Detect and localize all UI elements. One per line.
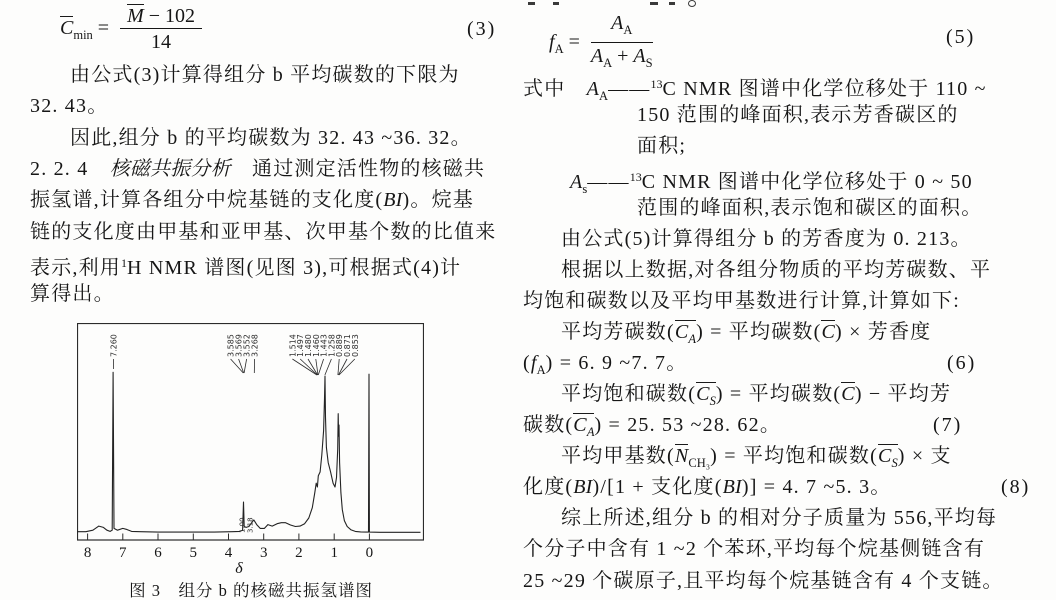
- text-line: 平均甲基数$(N_{CH_3})$ = 平均饱和碳数$(C_S)$ × 支: [561, 445, 952, 471]
- peak-shift-label: 0.889: [335, 334, 345, 357]
- figure-3-nmr-spectrum: [77, 323, 425, 580]
- text-line: 由公式(5)计算得组分 b 的芳香度为 0. 213。: [561, 227, 972, 250]
- nmr-spectrum-plot: [77, 323, 424, 575]
- formula-5-lhs: $f_A$: [549, 31, 564, 56]
- integration-label: 3.18: [246, 517, 255, 533]
- peak-shift-label: 1.514: [288, 334, 298, 357]
- peak-shift-label: 0.871: [343, 334, 352, 357]
- text-line: 2. 2. 4 核磁共振分析 通过测定活性物的核磁共: [30, 157, 486, 180]
- peak-shift-label: 3.552: [242, 334, 252, 357]
- text-line: 150 范围的峰面积,表示芳香碳区的: [637, 103, 959, 126]
- peak-shift-label: 1.443: [319, 334, 329, 357]
- peak-shift-label: 7.260: [109, 334, 119, 357]
- svg-text:0: 0: [365, 545, 374, 561]
- svg-text:5: 5: [189, 545, 198, 561]
- text-line: 个分子中含有 1 ~2 个苯环,平均每个烷基侧链含有: [523, 538, 986, 561]
- equation-number: (6): [947, 352, 977, 374]
- text-line: 均饱和碳数以及平均甲基数进行计算,计算如下:: [523, 289, 960, 312]
- figure-caption: 图 3 组分 b 的核磁共振氢谱图: [129, 581, 373, 600]
- svg-text:1: 1: [330, 545, 338, 561]
- peak-shift-label: 1.460: [311, 334, 321, 357]
- text-line: 碳数$(C_A) = 25$. 53 ~28. 62。 (7): [523, 414, 963, 440]
- equation-number: (7): [933, 414, 963, 437]
- text-line: 由公式(3)计算得组分 b 平均碳数的下限为: [70, 64, 460, 86]
- svg-text:3: 3: [259, 545, 268, 561]
- text-line: 因此,组分 b 的平均碳数为 32. 43 ~36. 32。: [70, 126, 472, 149]
- svg-text:4: 4: [224, 545, 233, 561]
- peak-shift-label: 0.853: [350, 334, 360, 357]
- text-line: 根据以上数据,对各组分物质的平均芳碳数、平: [561, 258, 992, 281]
- text-line: 表示,利用$^1$H NMR 谱图(见图 3),可根据式(4)计: [30, 255, 462, 279]
- fraction: $\frac{A_A}{A_A + A_S}$: [590, 12, 653, 70]
- text-line: 范围的峰面积,表示饱和碳区的面积。: [637, 196, 983, 219]
- text-line: 平均饱和碳数$(C_S)$ = 平均碳数(C) − 平均芳: [561, 383, 952, 409]
- text-line: 算得出。: [30, 283, 115, 306]
- text-line: 链的支化度由甲基和亚甲基、次甲基个数的比值来: [30, 220, 497, 243]
- text-line: 式中 $A_A——^{13}C$ NMR 图谱中化学位移处于 110 ~: [523, 76, 987, 103]
- svg-text:6: 6: [154, 545, 162, 561]
- equation-number: (8): [1001, 476, 1031, 499]
- svg-text:8: 8: [83, 545, 92, 561]
- equation-number: (5): [946, 26, 976, 48]
- text-line: 32. 43。: [30, 95, 109, 118]
- text-line: 25 ~29 个碳原子,且平均每个烷基链含有 4 个支链。: [523, 569, 1004, 592]
- fraction: $\frac{M - 102}{14}$: [120, 4, 202, 53]
- peak-shift-label: 1.480: [304, 334, 313, 357]
- text-line: 面积;: [637, 134, 687, 157]
- integration-label: 1.00: [238, 517, 247, 533]
- equation-number: (3): [467, 18, 497, 40]
- peak-shift-label: 3.585: [226, 334, 236, 357]
- formula-5: $f_A$ = $\frac{A_A}{A_A + A_S}$ (5): [549, 12, 653, 74]
- text-line: 平均芳碳数$(C_A)$ = 平均碳数(C) × 芳香度: [561, 321, 932, 346]
- left-column: [30, 0, 500, 600]
- text-line: $A_s——^{13}C$ NMR 图谱中化学位移处于 0 ~ 50: [570, 169, 973, 196]
- peak-shift-label: 1.497: [296, 334, 306, 357]
- text-line: 振氢谱,计算各组分中烷基链的支化度(BI)。烷基: [30, 189, 475, 212]
- peak-shift-label: 3.569: [234, 334, 244, 357]
- text-line: 综上所述,组分 b 的相对分子质量为 556,平均每: [561, 507, 998, 530]
- text-line: $(f_A) = 6$. 9 ~7. 7。 (6): [523, 352, 977, 377]
- svg-text:δ: δ: [235, 560, 243, 575]
- peak-shift-label: 1.258: [327, 334, 337, 357]
- right-column: [523, 0, 1032, 600]
- svg-text:7: 7: [119, 545, 127, 561]
- text-line: 化度(BI)/[1 + 支化度(BI)] = 4. 7 ~5. 3。 (8): [523, 476, 1031, 499]
- peak-shift-label: 3.268: [250, 334, 260, 357]
- formula-3-lhs: $C_{min}$: [60, 17, 93, 42]
- svg-text:2: 2: [295, 545, 303, 561]
- formula-3: $C_{min}$ = $\frac{M - 102}{14}$ (3): [60, 5, 497, 53]
